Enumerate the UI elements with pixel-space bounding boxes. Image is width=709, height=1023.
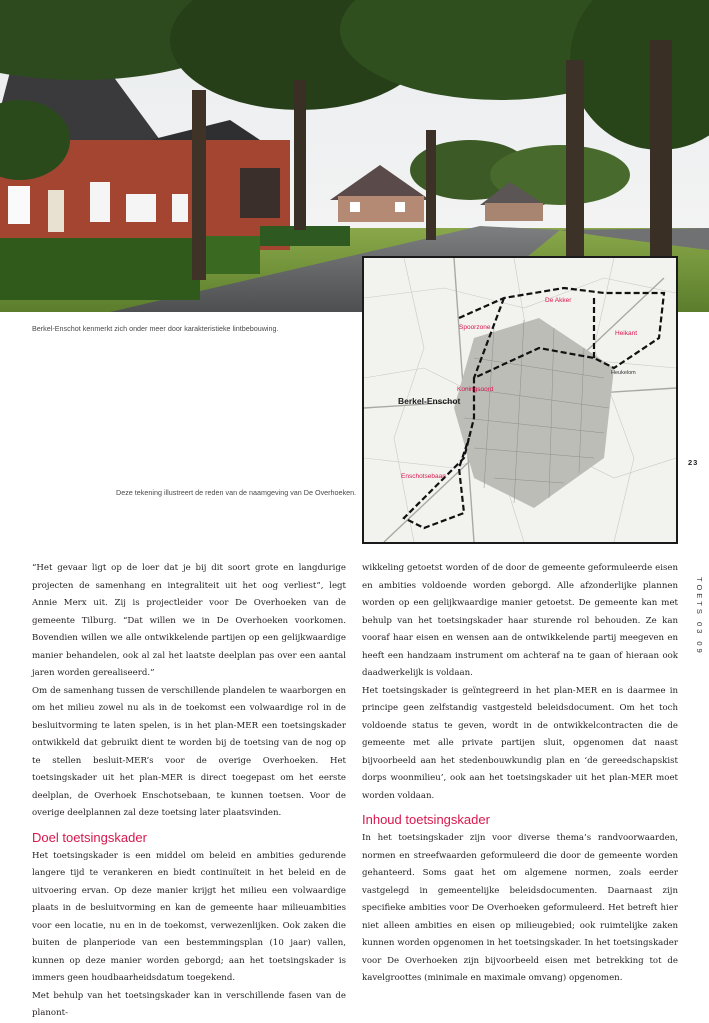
body-paragraph: wikkeling getoetst worden of de door de gemeente geformuleerde eisen en ambities voldoende worden geborgd. Alle afzonderlijke plannen worden op een gelijkwaardige manier getoetst. De gemeente kan met behulp van het toetsingskader haar sturende rol behouden. Ze kan vooraf haar eisen en wensen aan de ontwikkelende partij meegeven en heeft een handzaam instrument om achteraf na te gaan of hieraan ook daadwerkelijk is voldaan.	[362, 563, 678, 678]
body-paragraph: In het toetsingskader zijn voor diverse thema’s randvoorwaarden, normen en streefwaarden geformuleerd die door de gemeente worden gehanteerd. Soms gaat het om algemene normen, zoals eerder vastgelegd in gemeentelijke beleidsdocumenten. Daarnaast zijn specifieke ambities voor De Overhoeken geformuleerd. Het betreft hier niet alleen ambities en eisen op milieugebied; ook ruimtelijke zaken kunnen worden opgenomen in het toetsingskader. In het toetsingskader voor De Overhoeken zijn bijvoorbeeld eisen met betrekking tot de kavelgroottes (minimale en maximale omvang) opgenomen.	[362, 833, 678, 983]
page-number: 23	[688, 458, 699, 467]
section-heading-inhoud: Inhoud toetsingskader	[362, 812, 490, 827]
map-label-koningsoord: Koningsoord	[457, 386, 494, 393]
map-caption: Deze tekening illustreert de reden van de naamgeving van De Overhoeken.	[116, 488, 357, 497]
right-column	[362, 560, 678, 988]
map-label-de-akker: De Akker	[545, 297, 572, 304]
map-label-enschotsebaan: Enschotsebaan	[401, 473, 446, 480]
left-column	[32, 560, 346, 1023]
intro-paragraph: “Het gevaar ligt op de loer dat je bij dit soort grote en langdurige projecten de samenhang en integraliteit uit het oog verliest”, legt Annie Merx uit. Zij is projectleider voor De Overhoeken van de gemeente Tilburg. “Dat willen we in De Overhoeken voorkomen. Bovendien willen we alle ontwikkelende partijen op een gelijkwaardige manier behandelen, ook al zal het laatste deelplan pas over een aantal jaren worden gerealiseerd.”	[32, 563, 346, 678]
map-label-spoorzone: Spoorzone	[459, 324, 491, 331]
section-heading-doel: Doel toetsingskader	[32, 829, 147, 845]
photo-caption: Berkel-Enschot kenmerkt zich onder meer door karakteristieke lintbebouwing.	[32, 324, 279, 333]
area-map	[362, 256, 678, 544]
body-paragraph: Het toetsingskader is een middel om beleid en ambities gedurende langere tijd te verankeren en biedt continuïteit in het beleid en de uitvoering ervan. Op deze manier krijgt het milieu een volwaardige plaats in de besluitvorming en kan de gemeente haar milieuambities voor een locatie, nu en in de toekomst, verwezenlijken. Ook zaken die buiten de planperiode van een bestemmingsplan (10 jaar) vallen, kunnen op deze manier worden geborgd; aan het toetsingskader is immers geen houdbaarheidsdatum toegekend.	[32, 850, 346, 983]
body-paragraph: Om de samenhang tussen de verschillende plandelen te waarborgen en om het milieu zowel nu als in de toekomst een volwaardige rol in de besluitvorming te laten spelen, is in het plan-MER een toetsingskader ontwikkeld dat gebruikt dient te worden bij de toetsing van de nog op te stellen besluit-MER’s voor de overige Overhoeken. Het toetsingskader uit het plan-MER is direct toegepast om het eerste deelplan, de Overhoek Enschotsebaan, te kunnen toetsen. Voor de overige deelplannen zal deze toetsing later plaatsvinden.	[32, 685, 346, 818]
map-label-heikant: Heikant	[615, 330, 638, 337]
map-label-heukelom: Heukelom	[611, 370, 636, 376]
body-paragraph: Met behulp van het toetsingskader kan in verschillende fasen van de planont-	[32, 990, 346, 1018]
map-label-town: Berkel-Enschot	[398, 396, 461, 406]
running-head: TOETS 03 09	[695, 577, 704, 656]
body-paragraph: Het toetsingskader is geïntegreerd in het plan-MER en is daarmee in principe geen zelfstandig vastgesteld beleidsdocument. Om het toch voldoende status te geven, wordt in de ontwikkelcontracten die de gemeente met alle private partijen sluit, opgenomen dat naast bijvoorbeeld aan het stedenbouwkundig plan en ‘de gereedschapskist dorps woonmilieu’, ook aan het toetsingskader uit het plan-MER moet worden voldaan.	[362, 685, 678, 801]
